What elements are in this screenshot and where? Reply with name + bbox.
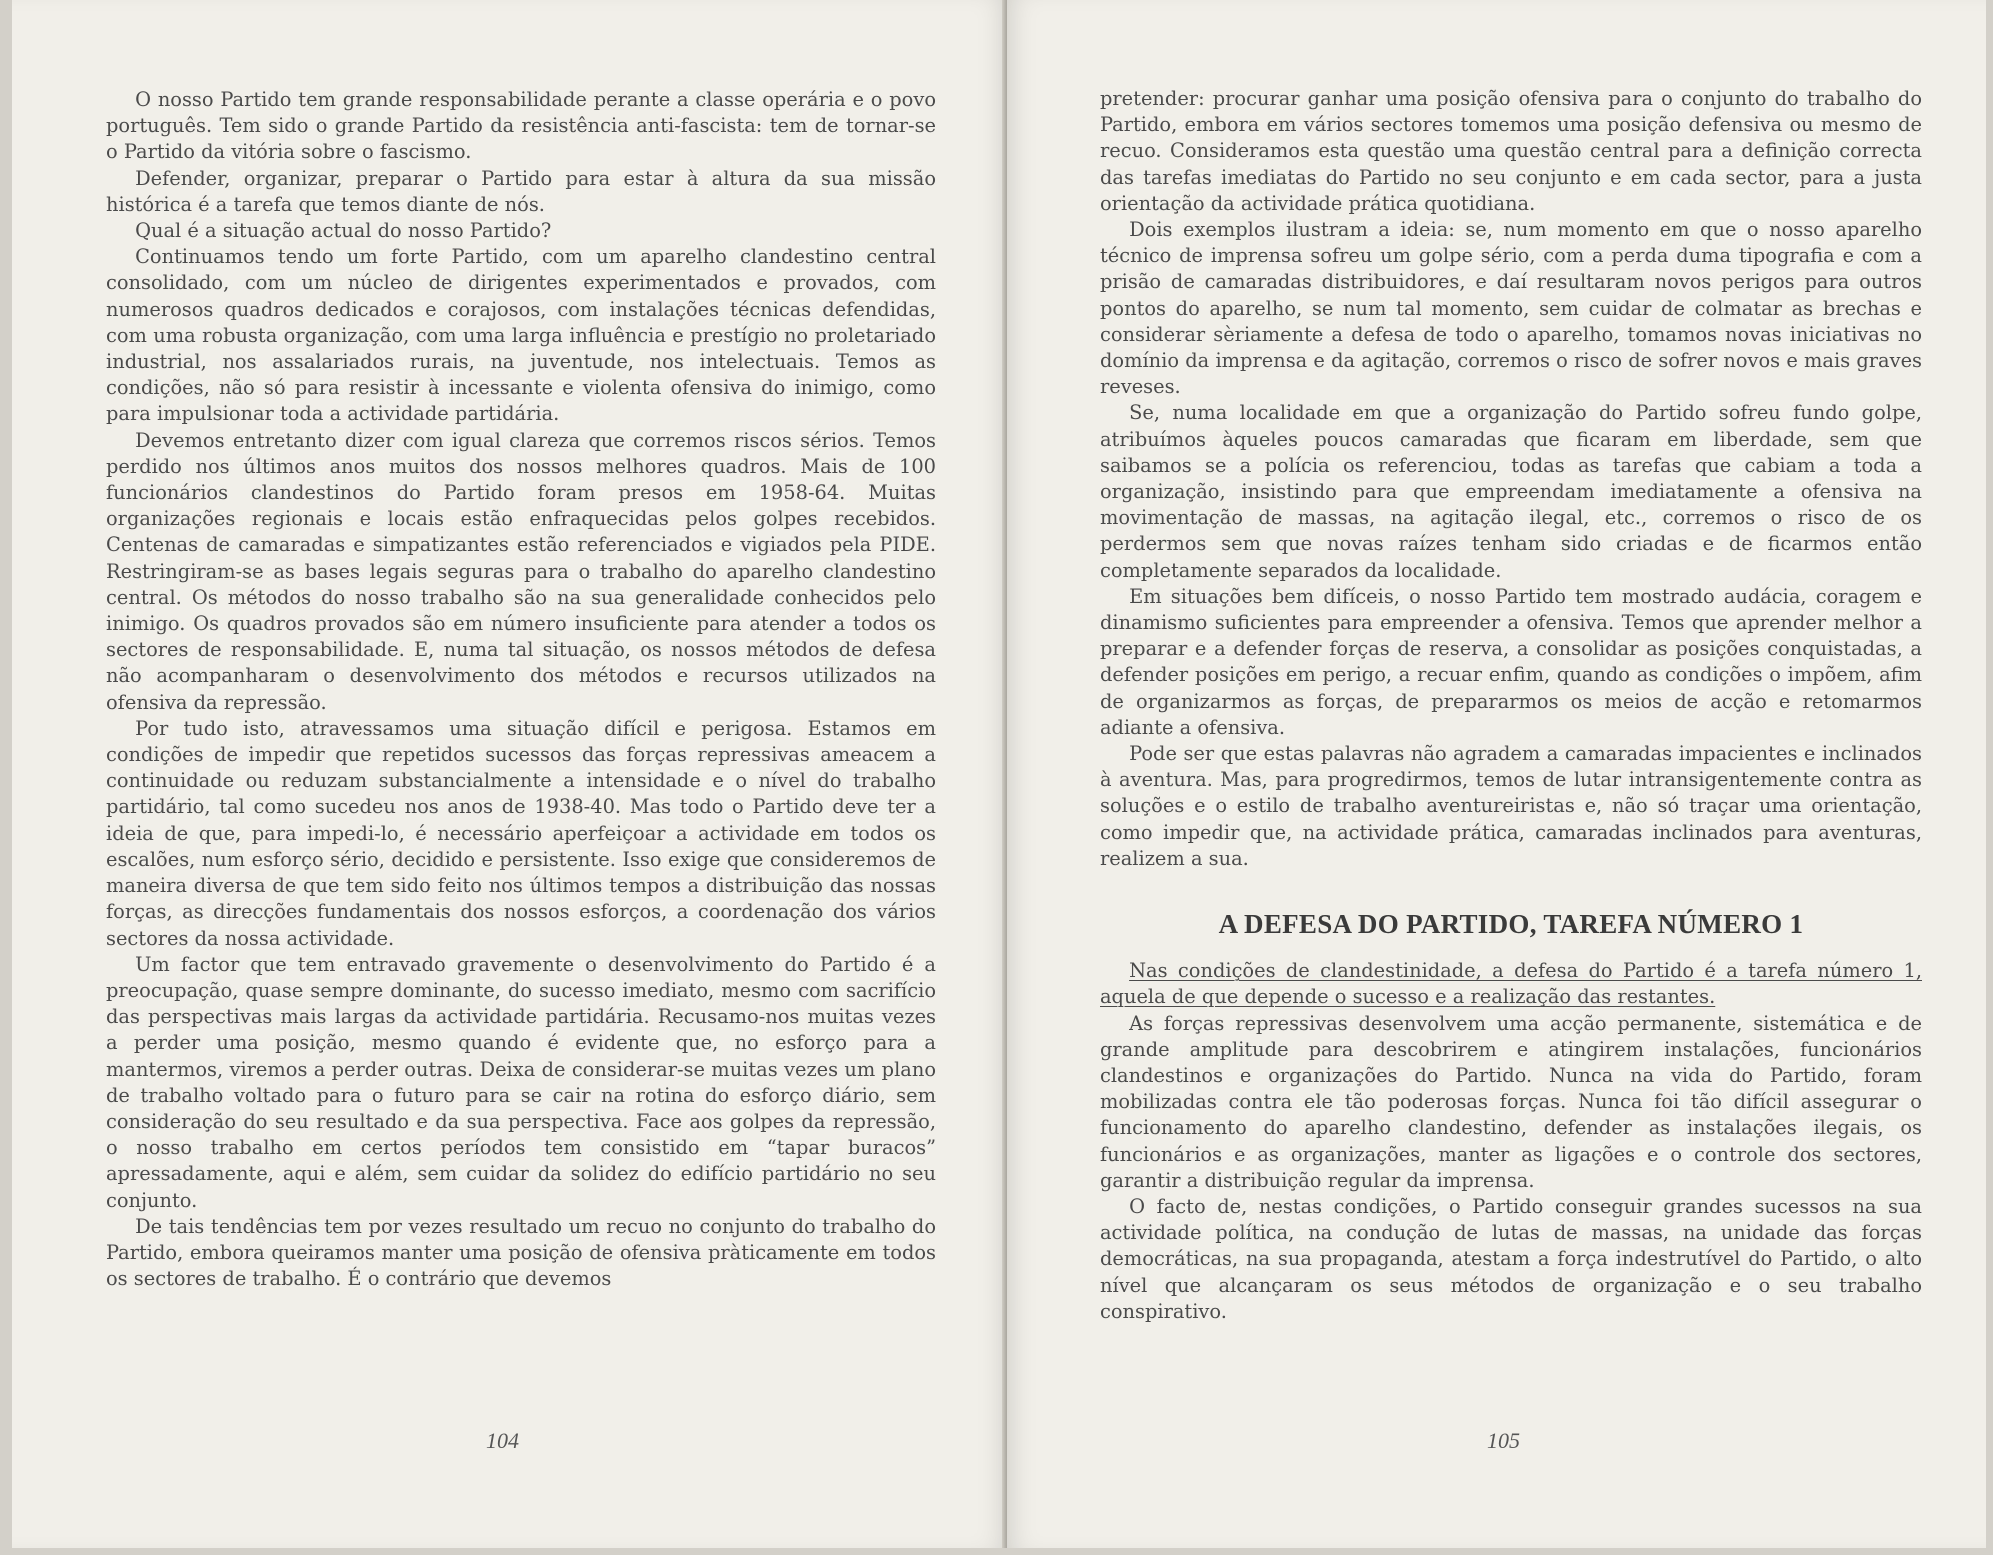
paragraph: Continuamos tendo um forte Partido, com um aparelho clandestino central consolidado, com um núcleo de dirigentes experimentados e provados, com numerosos quadros dedicados e corajosos, com instalações técnicas defendidas, com uma robusta organização, com uma larga influência e prestígio no proletariado industrial, nos assalariados rurais, na juventude, nos intelectuais. Temos as condições, não só para resistir à incessante e violenta ofensiva do inimigo, como para impulsionar toda a actividade partidária. — [106, 245, 936, 426]
paragraph: pretender: procurar ganhar uma posição ofensiva para o conjunto do trabalho do Partido, embora em vários sectores tomemos uma posição defensiva ou mesmo de recuo. Consideramos esta questão uma questão central para a definição correcta das tarefas imediatas do Partido no seu conjunto e em cada sector, para a justa orientação da actividade prática quotidiana. — [1100, 87, 1922, 215]
paragraph: Dois exemplos ilustram a ideia: se, num momento em que o nosso aparelho técnico de imprensa sofreu um golpe sério, com a perda duma tipografia e com a prisão de camaradas distribuidores, e daí resultaram novos perigos para outros pontos do aparelho, se num tal momento, sem cuidar de colmatar as brechas e considerar sèriamente a defesa de todo o aparelho, tomamos novas iniciativas no domínio da imprensa e da agitação, corremos o risco de sofrer novos e mais graves reveses. — [1100, 218, 1922, 399]
page-number-left: 104 — [486, 1428, 519, 1453]
page-number-right: 105 — [1487, 1428, 1520, 1453]
paragraph: Um factor que tem entravado gravemente o desenvolvimento do Partido é a preocupação, quase sempre dominante, do sucesso imediato, mesmo com sacrifício das perspectivas mais largas da actividade partidária. Recusamo-nos muitas vezes a perder uma posição, mesmo quando é evidente que, no esforço para a mantermos, viremos a perder outras. Deixa de considerar-se muitas vezes um plano de trabalho voltado para o futuro para se cair na rotina do esforço diário, sem consideração do seu resultado e da sua perspectiva. Face aos golpes da repressão, o nosso trabalho em certos períodos tem consistido em “tapar buracos” apressadamente, aqui e além, sem cuidar da solidez do edifício partidário no seu conjunto. — [106, 952, 936, 1212]
right-page — [1007, 0, 1986, 1548]
left-page — [12, 0, 1007, 1548]
emphasis-paragraph — [1100, 958, 1922, 1010]
paragraph: O facto de, nestas condições, o Partido conseguir grandes sucessos na sua actividade política, na condução de lutas de massas, na unidade das forças democráticas, na sua propaganda, atestam a força indestrutível do Partido, o alto nível que alcançaram os seus métodos de organização e o seu trabalho conspirativo. — [1100, 1194, 1922, 1323]
paragraph: Devemos entretanto dizer com igual clareza que corremos riscos sérios. Temos perdido nos últimos anos muitos dos nossos melhores quadros. Mais de 100 funcionários clandestinos do Partido foram presos em 1958-64. Muitas organizações regionais e locais estão enfraquecidas pelos golpes recebidos. Centenas de camaradas e simpatizantes estão referenciados e vigiados pela PIDE. Restringiram-se as bases legais seguras para o trabalho do aparelho clandestino central. Os métodos do nosso trabalho são na sua generalidade conhecidos pelo inimigo. Os quadros provados são em número insuficiente para atender a todos os sectores de responsabilidade. E, numa tal situação, os nossos métodos de defesa não acompanharam o desenvolvimento dos métodos e recursos utilizados na ofensiva da repressão. — [106, 428, 936, 714]
paragraph: Se, numa localidade em que a organização do Partido sofreu fundo golpe, atribuímos àqueles poucos camaradas que ficaram em liberdade, sem que saibamos se a polícia os referenciou, todas as tarefas que cabiam a toda a organização, insistindo para que empreendam imediatamente a ofensiva na movimentação de massas, na agitação ilegal, etc., corremos o risco de os perdermos sem que novas raízes tenham sido criadas e de ficarmos então completamente separados da localidade. — [1100, 401, 1922, 582]
paragraph: Pode ser que estas palavras não agradem a camaradas impacientes e inclinados à aventura. Mas, para progredirmos, temos de lutar intransigentemente contra as soluções e o estilo de trabalho aventureiristas e, não só traçar uma orientação, como impedir que, na actividade prática, camaradas inclinados para aventuras, realizem a sua. — [1100, 742, 1922, 870]
paragraph: Defender, organizar, preparar o Partido para estar à altura da sua missão histórica é a tarefa que temos diante de nós. — [106, 166, 936, 216]
underlined-text: Nas condições de clandestinidade, a defesa do Partido é a tarefa número 1, aquela de que depende o sucesso e a realização das restantes. — [1100, 959, 1922, 1009]
right-page-text — [1100, 86, 1922, 1325]
paragraph: De tais tendências tem por vezes resultado um recuo no conjunto do trabalho do Partido, embora queiramos manter uma posição de ofensiva pràticamente em todos os sectores de trabalho. É o contrário que devemos — [106, 1214, 936, 1291]
paragraph: Em situações bem difíceis, o nosso Partido tem mostrado audácia, coragem e dinamismo suficientes para empreender a ofensiva. Temos que aprender melhor a preparar e a defender forças de reserva, a consolidar as posições conquistadas, a defender posições em perigo, a recuar enfim, quando as condições o impõem, afim de organizarmos as forças, de prepararmos os meios de acção e retomarmos adiante a ofensiva. — [1100, 584, 1922, 739]
left-page-text — [106, 87, 936, 1292]
paragraph: Qual é a situação actual do nosso Partido? — [135, 219, 552, 243]
paragraph: O nosso Partido tem grande responsabilidade perante a classe operária e o povo português. Tem sido o grande Partido da resistência anti-fascista: tem de tornar-se o Partido da vitória sobre o fascismo. — [106, 88, 936, 164]
paragraph: As forças repressivas desenvolvem uma acção permanente, sistemática e de grande amplitude para descobrirem e atingirem instalações, funcionários clandestinos e organizações do Partido. Nunca na vida do Partido, foram mobilizadas contra ele tão poderosas forças. Nunca foi tão difícil assegurar o funcionamento do aparelho clandestino, defender as instalações ilegais, os funcionários e as organizações, manter as ligações e o controle dos sectores, garantir a distribuição regular da imprensa. — [1100, 1011, 1922, 1192]
paragraph: Por tudo isto, atravessamos uma situação difícil e perigosa. Estamos em condições de impedir que repetidos sucessos das forças repressivas ameacem a continuidade ou reduzam substancialmente a intensidade e o nível do trabalho partidário, tal como sucedeu nos anos de 1938-40. Mas todo o Partido deve ter a ideia de que, para impedi-lo, é necessário aperfeiçoar a actividade em todos os escalões, num esforço sério, decidido e persistente. Isso exige que consideremos de maneira diversa de que tem sido feito nos últimos tempos a distribuição das nossas forças, as direcções fundamentais dos nossos esforços, a coordenação dos vários sectores da nossa actividade. — [106, 716, 936, 950]
section-heading: A DEFESA DO PARTIDO, TAREFA NÚMERO 1 — [1218, 909, 1804, 940]
